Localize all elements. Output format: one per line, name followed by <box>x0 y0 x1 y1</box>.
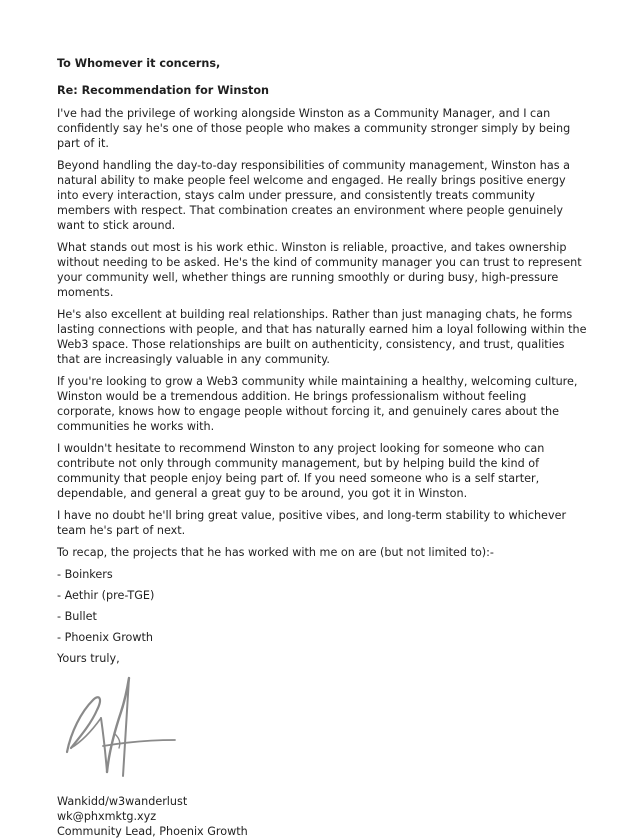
letter-body <box>57 56 587 839</box>
paragraph-2: Beyond handling the day-to-day responsibilities of community management, Winston has a natural ability to make people feel welcome and engaged. He really brings positive energy into every interaction, stays calm under pressure, and consistently treats community members with respect. That combination creates an environment where people genuinely want to stick around. <box>57 159 570 232</box>
project-list <box>57 567 587 645</box>
salutation: To Whomever it concerns, <box>57 57 221 70</box>
list-item: - Aethir (pre-TGE) <box>57 589 155 602</box>
paragraph-7: I have no doubt he'll bring great value, positive vibes, and long-term stability to whichever team he's part of next. <box>57 509 567 537</box>
list-item: - Bullet <box>57 610 97 623</box>
paragraph-3: What stands out most is his work ethic. Winston is reliable, proactive, and takes ownership without needing to be asked. He's the kind of community manager you can trust to represent your community well, whether things are running smoothly or during busy, high-pressure moments. <box>57 241 582 299</box>
signer-title: Community Lead, Phoenix Growth <box>57 825 248 838</box>
list-item: - Boinkers <box>57 568 113 581</box>
signer-block <box>57 794 587 839</box>
subject-line: Re: Recommendation for Winston <box>57 84 270 97</box>
list-item: - Phoenix Growth <box>57 631 154 644</box>
paragraph-4: He's also excellent at building real relationships. Rather than just managing chats, he forms lasting connections with people, and that has naturally earned him a loyal following within the Web3 space. Those relationships are built on authenticity, consistency, and trust, qualities that are increasingly valuable in any community. <box>57 308 587 366</box>
paragraph-6: I wouldn't hesitate to recommend Winston to any project looking for someone who can contribute not only through community management, but by helping build the kind of community that people enjoy being part of. If you need someone who is a self starter, dependable, and general a great guy to be around, you got it in Winston. <box>57 442 545 500</box>
handwritten-signature <box>57 672 187 790</box>
paragraph-8: To recap, the projects that he has worked with me on are (but not limited to):- <box>57 546 494 559</box>
signer-name: Wankidd/w3wanderlust <box>57 795 188 808</box>
paragraph-5: If you're looking to grow a Web3 community while maintaining a healthy, welcoming culture, Winston would be a tremendous addition. He brings professionalism without feeling corporate, knows how to engage people without forcing it, and genuinely cares about the communities he works with. <box>57 375 578 433</box>
closing: Yours truly, <box>57 652 120 665</box>
signer-email: wk@phxmktg.xyz <box>57 810 157 823</box>
paragraph-1: I've had the privilege of working alongside Winston as a Community Manager, and I can confidently say he's one of those people who makes a community stronger simply by being part of it. <box>57 107 571 150</box>
